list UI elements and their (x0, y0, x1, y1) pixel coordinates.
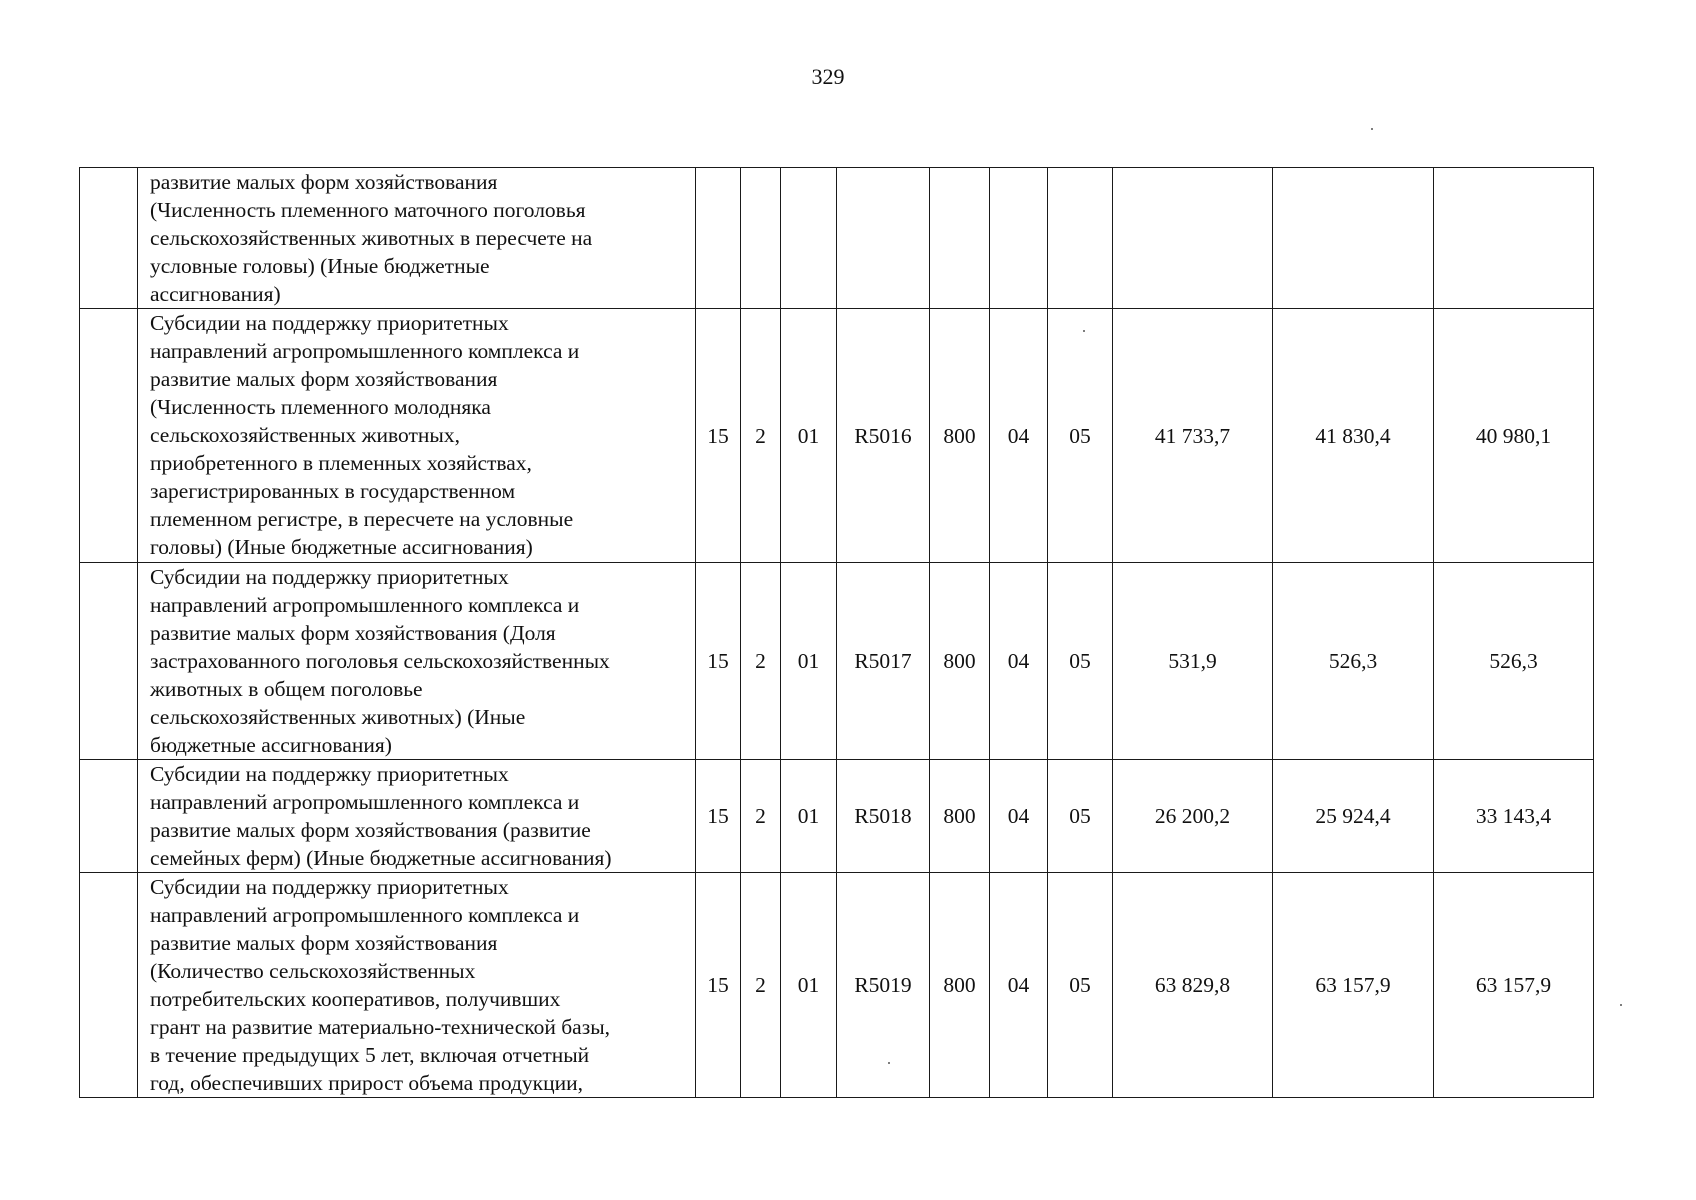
subprogram-cell: 2 (741, 873, 781, 1098)
amount-1-cell: 531,9 (1113, 563, 1273, 760)
main-event-cell: 01 (781, 760, 837, 873)
section-cell: 04 (990, 309, 1048, 563)
program-cell: 15 (696, 760, 741, 873)
direction-cell: R5016 (837, 309, 930, 563)
amount-1-cell (1113, 168, 1273, 309)
description-text: Субсидии на поддержку приоритетных направлений агропромышленного комплекса и развитие малых форм хозяйствования (развитие семейных ферм) (Иные бюджетные ассигнования) (150, 762, 612, 870)
direction-cell (837, 168, 930, 309)
main-event-cell: 01 (781, 309, 837, 563)
amount-2-cell: 25 924,4 (1273, 760, 1434, 873)
table-row (80, 309, 1594, 563)
section-cell (990, 168, 1048, 309)
direction-cell: R5017 (837, 563, 930, 760)
table-row (80, 873, 1594, 1098)
scan-speck (1371, 128, 1373, 130)
row-number-cell (80, 168, 138, 309)
expense-type-cell: 800 (930, 873, 990, 1098)
row-number-cell (80, 563, 138, 760)
amount-3-cell: 526,3 (1434, 563, 1594, 760)
amount-3-cell (1434, 168, 1594, 309)
scan-speck (1620, 1004, 1622, 1006)
page-number: 329 (811, 64, 845, 89)
program-cell (696, 168, 741, 309)
expense-type-cell: 800 (930, 760, 990, 873)
description-text: Субсидии на поддержку приоритетных направлений агропромышленного комплекса и развитие малых форм хозяйствования (Количество сельскохозяйственных потребительских кооперативов, получивших грант на развитие материально-технической базы, в течение предыдущих 5 лет, включая отчетный год, обеспечивших прирост объема продукции, (150, 875, 611, 1095)
program-cell: 15 (696, 873, 741, 1098)
subsection-cell: 05 (1048, 309, 1113, 563)
budget-table (79, 167, 1594, 1098)
section-cell: 04 (990, 873, 1048, 1098)
section-cell: 04 (990, 760, 1048, 873)
table-row (80, 563, 1594, 760)
subsection-cell: 05 (1048, 563, 1113, 760)
amount-2-cell: 63 157,9 (1273, 873, 1434, 1098)
amount-3-cell: 63 157,9 (1434, 873, 1594, 1098)
table-row (80, 760, 1594, 873)
description-cell (138, 168, 696, 309)
amount-3-cell: 33 143,4 (1434, 760, 1594, 873)
expense-type-cell (930, 168, 990, 309)
program-cell: 15 (696, 563, 741, 760)
description-cell (138, 563, 696, 760)
main-event-cell: 01 (781, 873, 837, 1098)
subprogram-cell: 2 (741, 563, 781, 760)
subprogram-cell: 2 (741, 309, 781, 563)
row-number-cell (80, 760, 138, 873)
row-number-cell (80, 309, 138, 563)
subsection-cell (1048, 168, 1113, 309)
table-row (80, 168, 1594, 309)
description-text: Субсидии на поддержку приоритетных направлений агропромышленного комплекса и развитие малых форм хозяйствования (Численность племенного молодняка сельскохозяйственных животных, приобретенного в племенных хозяйствах, зарегистрированных в государственном племенном регистре, в пересчете на условные головы) (Иные бюджетные ассигнования) (150, 311, 580, 559)
main-event-cell: 01 (781, 563, 837, 760)
direction-cell: R5019 (837, 873, 930, 1098)
section-cell: 04 (990, 563, 1048, 760)
expense-type-cell: 800 (930, 309, 990, 563)
subsection-cell: 05 (1048, 873, 1113, 1098)
amount-1-cell: 63 829,8 (1113, 873, 1273, 1098)
subprogram-cell: 2 (741, 760, 781, 873)
amount-1-cell: 26 200,2 (1113, 760, 1273, 873)
direction-cell: R5018 (837, 760, 930, 873)
subsection-cell: 05 (1048, 760, 1113, 873)
description-cell (138, 873, 696, 1098)
description-text: Субсидии на поддержку приоритетных направлений агропромышленного комплекса и развитие малых форм хозяйствования (Доля застрахованного поголовья сельскохозяйственных животных в общем поголовье сельскохозяйственных животных) (Иные бюджетные ассигнования) (150, 565, 610, 757)
expense-type-cell: 800 (930, 563, 990, 760)
description-cell (138, 760, 696, 873)
main-event-cell (781, 168, 837, 309)
amount-3-cell: 40 980,1 (1434, 309, 1594, 563)
amount-2-cell: 526,3 (1273, 563, 1434, 760)
amount-1-cell: 41 733,7 (1113, 309, 1273, 563)
description-cell (138, 309, 696, 563)
description-text: развитие малых форм хозяйствования (Численность племенного маточного поголовья сельскохозяйственных животных в пересчете на условные головы) (Иные бюджетные ассигнования) (150, 170, 593, 306)
amount-2-cell: 41 830,4 (1273, 309, 1434, 563)
amount-2-cell (1273, 168, 1434, 309)
row-number-cell (80, 873, 138, 1098)
program-cell: 15 (696, 309, 741, 563)
subprogram-cell (741, 168, 781, 309)
